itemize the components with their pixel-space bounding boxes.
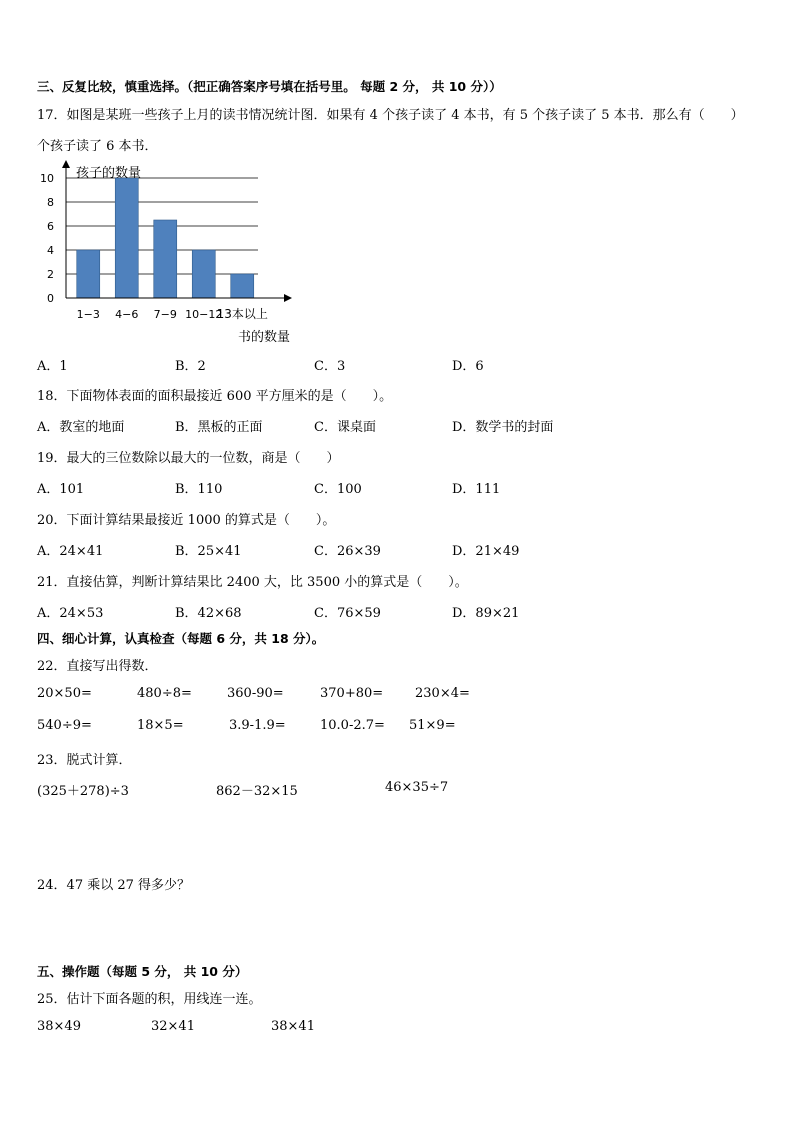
q22-expr-3: 360-90= bbox=[227, 686, 284, 701]
q20-stem: 20．下面计算结果最接近 1000 的算式是（ ）。 bbox=[37, 513, 336, 528]
q18-option-d[interactable]: D．数学书的封面 bbox=[452, 420, 554, 435]
x-tick-label: 13本以上 bbox=[216, 307, 268, 321]
q22-expr-10: 51×9= bbox=[409, 718, 456, 733]
bar bbox=[77, 250, 100, 298]
section-4-title: 四、细心计算，认真检查（每题 6 分，共 18 分）。 bbox=[37, 631, 325, 646]
bar bbox=[115, 178, 138, 298]
section-3-title: 三、反复比较，慎重选择。（把正确答案序号填在括号里。 每题 2 分， 共 10 分）） bbox=[37, 79, 502, 94]
q23-expr-3: 46×35÷7 bbox=[385, 780, 449, 795]
x-tick-label: 10−12 bbox=[185, 308, 223, 321]
y-tick-label: 8 bbox=[47, 196, 54, 209]
q18-option-c[interactable]: C．课桌面 bbox=[314, 420, 376, 435]
q25-expr-1: 38×49 bbox=[37, 1019, 81, 1034]
bar bbox=[154, 220, 177, 298]
q17-stem-line1: 17．如图是某班一些孩子上月的读书情况统计图．如果有 4 个孩子读了 4 本书，有 5 个孩子读了 5 本书．那么有（ ） bbox=[37, 108, 744, 123]
q18-stem: 18．下面物体表面的面积最接近 600 平方厘米的是（ ）。 bbox=[37, 389, 393, 404]
chart-y-tick-labels bbox=[40, 172, 54, 305]
q22-expr-1: 20×50= bbox=[37, 686, 92, 701]
y-axis-label: 孩子的数量 bbox=[76, 166, 142, 181]
q23-expr-2: 862－32×15 bbox=[216, 784, 298, 799]
x-tick-label: 1−3 bbox=[76, 308, 100, 321]
chart-bars bbox=[77, 178, 254, 298]
x-axis-label: 书的数量 bbox=[238, 330, 291, 345]
q20-option-b[interactable]: B．25×41 bbox=[175, 544, 242, 559]
x-tick-label: 4−6 bbox=[115, 308, 139, 321]
q25-expr-2: 32×41 bbox=[151, 1019, 195, 1034]
q25-stem: 25．估计下面各题的积，用线连一连。 bbox=[37, 992, 262, 1007]
q19-stem: 19．最大的三位数除以最大的一位数，商是（ ） bbox=[37, 451, 340, 466]
bar-chart bbox=[30, 158, 310, 350]
section-5-title: 五、操作题（每题 5 分， 共 10 分） bbox=[37, 964, 248, 979]
y-tick-label: 0 bbox=[47, 292, 54, 305]
q17-option-b[interactable]: B．2 bbox=[175, 359, 206, 374]
y-axis-arrow bbox=[62, 160, 70, 168]
q23-stem: 23．脱式计算． bbox=[37, 753, 132, 768]
q22-expr-7: 18×5= bbox=[137, 718, 184, 733]
x-axis-arrow bbox=[284, 294, 292, 302]
q21-option-d[interactable]: D．89×21 bbox=[452, 606, 520, 621]
q17-option-a[interactable]: A．1 bbox=[37, 359, 68, 374]
bar bbox=[231, 274, 254, 298]
q21-option-a[interactable]: A．24×53 bbox=[37, 606, 104, 621]
bar bbox=[192, 250, 215, 298]
q22-expr-5: 230×4= bbox=[415, 686, 470, 701]
chart-x-tick-labels bbox=[77, 306, 268, 321]
q21-option-c[interactable]: C．76×59 bbox=[314, 606, 381, 621]
q18-option-b[interactable]: B．黑板的正面 bbox=[175, 420, 263, 435]
x-tick-label: 7−9 bbox=[153, 308, 177, 321]
q24-stem: 24．47 乘以 27 得多少？ bbox=[37, 878, 191, 893]
q25-expr-3: 38×41 bbox=[271, 1019, 315, 1034]
q22-stem: 22．直接写出得数． bbox=[37, 659, 158, 674]
y-tick-label: 4 bbox=[47, 244, 54, 257]
y-tick-label: 2 bbox=[47, 268, 54, 281]
q18-option-a[interactable]: A．教室的地面 bbox=[37, 420, 125, 435]
q17-option-d[interactable]: D．6 bbox=[452, 359, 484, 374]
q19-option-b[interactable]: B．110 bbox=[175, 482, 223, 497]
q21-option-b[interactable]: B．42×68 bbox=[175, 606, 242, 621]
q22-expr-6: 540÷9= bbox=[37, 718, 92, 733]
q21-stem: 21．直接估算，判断计算结果比 2400 大，比 3500 小的算式是（ ）。 bbox=[37, 575, 468, 590]
y-tick-label: 10 bbox=[40, 172, 54, 185]
q20-option-c[interactable]: C．26×39 bbox=[314, 544, 381, 559]
q22-expr-9: 10.0-2.7= bbox=[320, 718, 385, 733]
q20-option-a[interactable]: A．24×41 bbox=[37, 544, 104, 559]
q22-expr-2: 480÷8= bbox=[137, 686, 192, 701]
q19-option-a[interactable]: A．101 bbox=[37, 482, 85, 497]
q19-option-d[interactable]: D．111 bbox=[452, 482, 501, 497]
q19-option-c[interactable]: C．100 bbox=[314, 482, 362, 497]
q20-option-d[interactable]: D．21×49 bbox=[452, 544, 520, 559]
q17-stem-line2: 个孩子读了 6 本书． bbox=[37, 139, 158, 154]
y-tick-label: 6 bbox=[47, 220, 54, 233]
q22-expr-4: 370+80= bbox=[320, 686, 384, 701]
q22-expr-8: 3.9-1.9= bbox=[229, 718, 286, 733]
q23-expr-1: (325＋278)÷3 bbox=[37, 784, 129, 799]
q17-option-c[interactable]: C．3 bbox=[314, 359, 346, 374]
